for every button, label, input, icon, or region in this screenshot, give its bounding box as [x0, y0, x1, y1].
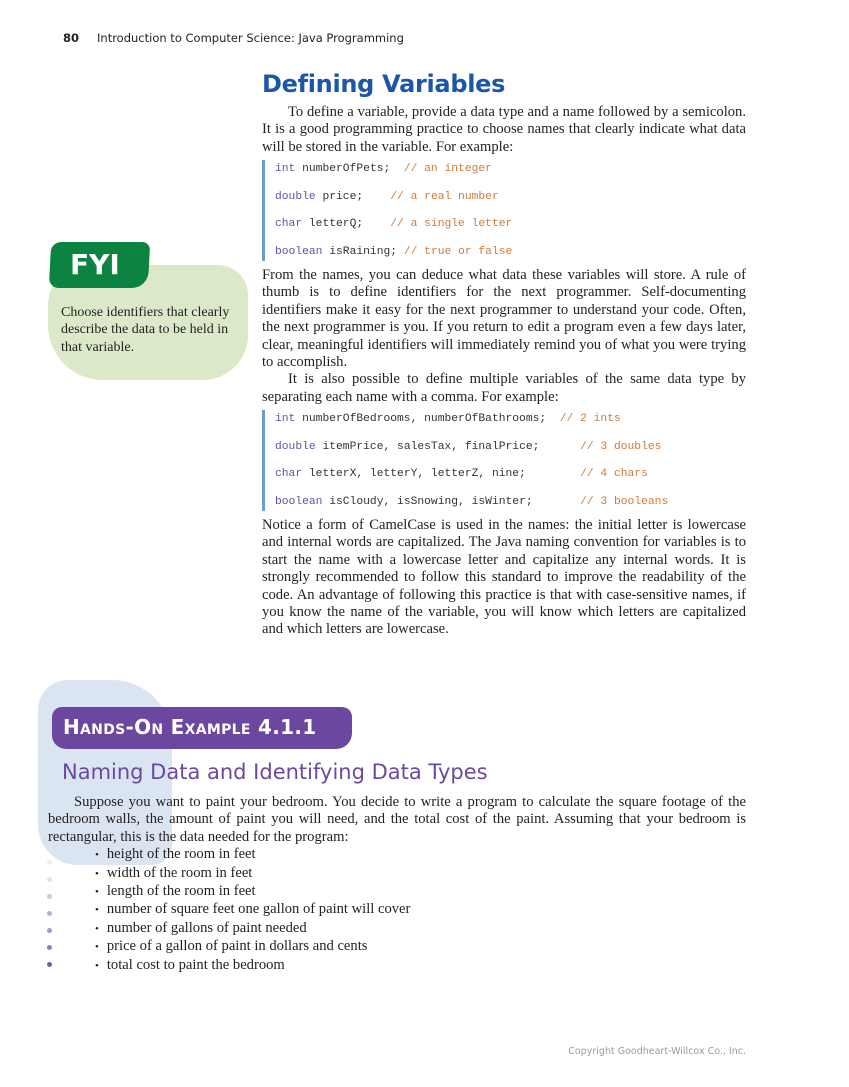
fyi-label: FYI — [70, 248, 120, 281]
code-line: char letterX, letterY, letterZ, nine; // 4 chars — [275, 468, 648, 481]
code-line: char letterQ; // a single letter — [275, 218, 513, 231]
code-line: double price; // a real number — [275, 190, 499, 203]
list-item: • number of square feet one gallon of paint will cover — [95, 901, 746, 919]
code-line: double itemPrice, salesTax, finalPrice; // 3 doubles — [275, 440, 662, 453]
running-header — [63, 31, 404, 45]
example-banner-label: Hands-On Example 4.1.1 — [63, 715, 317, 739]
list-item: • length of the room in feet — [95, 883, 746, 901]
list-item: • total cost to paint the bedroom — [95, 957, 746, 975]
example-body — [48, 794, 746, 975]
copyright: Copyright Goodheart-Willcox Co., Inc. — [568, 1046, 746, 1057]
code-line: int numberOfBedrooms, numberOfBathrooms; // 2 ints — [275, 413, 621, 426]
code-line: boolean isRaining; // true or false — [275, 246, 513, 258]
page-number: 80 — [63, 31, 80, 45]
code-line: boolean isCloudy, isSnowing, isWinter; // 3 booleans — [275, 496, 669, 509]
section-title: Defining Variables — [262, 70, 506, 98]
decorative-dot — [47, 894, 52, 899]
code-line: int numberOfPets; // an integer — [275, 163, 492, 176]
decorative-dot — [47, 877, 52, 882]
book-title: Introduction to Computer Science: Java Programming — [97, 31, 404, 45]
paragraph: To define a variable, provide a data type and a name followed by a semicolon. It is a good programming practice to choose names that clearly indicate what data will be stored in the variable. For example: — [262, 104, 746, 155]
paragraph: Suppose you want to paint your bedroom. You decide to write a program to calculate the square footage of the bedroom walls, the amount of paint you will need, and the total cost of the paint. Assuming that your bedroom is rectangular, this is the data needed for the program: — [48, 794, 746, 845]
decorative-dot — [47, 962, 52, 967]
decorative-dot — [47, 911, 52, 916]
fyi-text: Choose identifiers that clearly describe the data to be held in that variable. — [61, 305, 230, 355]
list-item: • width of the room in feet — [95, 865, 746, 883]
list-item: • height of the room in feet — [95, 846, 746, 864]
example-banner — [52, 707, 352, 749]
code-block-2 — [262, 410, 746, 511]
paragraph: It is also possible to define multiple variables of the same data type by separating each name with a comma. For example: — [262, 371, 746, 405]
list-item: • number of gallons of paint needed — [95, 920, 746, 938]
paragraph: Notice a form of CamelCase is used in the names: the initial letter is lowercase and internal words are capitalized. The Java naming convention for variables is to start the name with a lowercase letter and capitalize any internal words. It is strongly recommended to follow this standard to improve the readability of the code. An advantage of following this practice is that with case-sensitive names, if you know the name of the variable, you will know which letters are capitalized and which letters are lowercase. — [262, 517, 746, 638]
data-list — [48, 846, 746, 975]
paragraph: From the names, you can deduce what data these variables will store. A rule of thumb is to define identifiers for the next programmer. Self-documenting identifiers make it easy for the next programmer to understand your code. Often, the next programmer is you. If you return to edit a program even a few days later, clear, meaningful identifiers will immediately remind you of what you were trying to accomplish. — [262, 267, 746, 371]
decorative-dot — [47, 928, 52, 933]
example-title: Naming Data and Identifying Data Types — [62, 760, 488, 784]
list-item: • price of a gallon of paint in dollars and cents — [95, 938, 746, 956]
code-block-1 — [262, 160, 746, 261]
decorative-dot — [47, 945, 52, 950]
main-column — [262, 70, 746, 639]
decorative-dot — [47, 860, 52, 865]
